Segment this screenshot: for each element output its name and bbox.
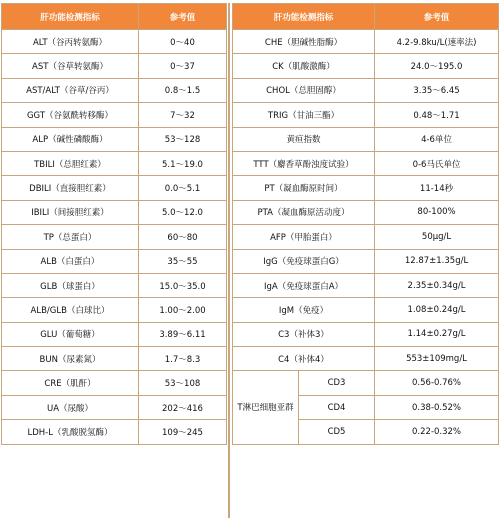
table-row xyxy=(233,273,499,297)
reference-value-cell: 3.89～6.11 xyxy=(139,322,227,346)
reference-value-cell: 5.0～12.0 xyxy=(139,200,227,224)
table-row xyxy=(2,200,227,224)
table-row xyxy=(233,298,499,322)
indicator-cell: TBILI（总胆红素） xyxy=(2,151,139,175)
subgroup-cell: CD5 xyxy=(299,420,375,444)
table-row xyxy=(233,30,499,54)
indicator-cell: IgM（免疫） xyxy=(233,298,375,322)
table-row xyxy=(233,225,499,249)
reference-value-cell: 50μg/L xyxy=(375,225,499,249)
indicator-cell: ALP（碱性磷酸酶） xyxy=(2,127,139,151)
table-row xyxy=(2,225,227,249)
table-row xyxy=(233,54,499,78)
table-row xyxy=(233,127,499,151)
indicator-cell: 黄疸指数 xyxy=(233,127,375,151)
indicator-cell: IgG（免疫球蛋白G） xyxy=(233,249,375,273)
indicator-cell: TP（总蛋白） xyxy=(2,225,139,249)
reference-value-cell: 3.35～6.45 xyxy=(375,78,499,102)
header-reference: 参考值 xyxy=(375,4,499,30)
table-row xyxy=(2,347,227,371)
table-row xyxy=(233,151,499,175)
subgroup-cell: CD4 xyxy=(299,395,375,419)
indicator-cell: AFP（甲胎蛋白） xyxy=(233,225,375,249)
indicator-cell: AST（谷草转氨酶） xyxy=(2,54,139,78)
reference-value-cell: 53～128 xyxy=(139,127,227,151)
table-row xyxy=(2,151,227,175)
indicator-cell: CK（肌酸激酶） xyxy=(233,54,375,78)
table-row xyxy=(2,273,227,297)
indicator-cell: IgA（免疫球蛋白A） xyxy=(233,273,375,297)
reference-value-cell: 7～32 xyxy=(139,103,227,127)
table-row xyxy=(2,249,227,273)
indicator-cell: ALB/GLB（白球比） xyxy=(2,298,139,322)
header-reference: 参考值 xyxy=(139,4,227,30)
indicator-cell: ALB（白蛋白） xyxy=(2,249,139,273)
table-row xyxy=(2,30,227,54)
reference-value-cell: 0-6马氏单位 xyxy=(375,151,499,175)
indicator-cell: BUN（尿素氮） xyxy=(2,347,139,371)
table-row xyxy=(2,395,227,419)
right-table-header xyxy=(233,4,499,30)
indicator-cell: C4（补体4） xyxy=(233,347,375,371)
reference-value-cell: 4-6单位 xyxy=(375,127,499,151)
indicator-cell: TTT（麝香草酚浊度试验） xyxy=(233,151,375,175)
reference-value-cell: 1.14±0.27g/L xyxy=(375,322,499,346)
reference-value-cell: 1.08±0.24g/L xyxy=(375,298,499,322)
reference-value-cell: 80-100% xyxy=(375,200,499,224)
reference-value-cell: 0.56-0.76% xyxy=(375,371,499,395)
table-row xyxy=(2,78,227,102)
indicator-cell: CRE（肌酐） xyxy=(2,371,139,395)
indicator-cell: GLU（葡萄糖） xyxy=(2,322,139,346)
table-row xyxy=(233,322,499,346)
table-row xyxy=(2,420,227,444)
table-row xyxy=(233,103,499,127)
indicator-cell: ALT（谷丙转氨酶） xyxy=(2,30,139,54)
indicator-cell: GLB（球蛋白） xyxy=(2,273,139,297)
indicator-cell: TRIG（甘油三酯） xyxy=(233,103,375,127)
table-row xyxy=(233,371,499,395)
table-row xyxy=(233,176,499,200)
right-reference-table xyxy=(232,3,499,445)
indicator-cell: DBILI（直接胆红素） xyxy=(2,176,139,200)
table-row xyxy=(233,78,499,102)
reference-value-cell: 0～40 xyxy=(139,30,227,54)
table-row xyxy=(2,371,227,395)
reference-value-cell: 0.22-0.32% xyxy=(375,420,499,444)
reference-value-cell: 0.8～1.5 xyxy=(139,78,227,102)
reference-value-cell: 5.1～19.0 xyxy=(139,151,227,175)
reference-value-cell: 24.0～195.0 xyxy=(375,54,499,78)
table-row xyxy=(233,347,499,371)
table-row xyxy=(233,200,499,224)
indicator-cell: UA（尿酸） xyxy=(2,395,139,419)
reference-value-cell: 2.35±0.34g/L xyxy=(375,273,499,297)
reference-value-cell: 35～55 xyxy=(139,249,227,273)
indicator-cell: PTA（凝血酶原活动度） xyxy=(233,200,375,224)
reference-value-cell: 202～416 xyxy=(139,395,227,419)
reference-value-cell: 12.87±1.35g/L xyxy=(375,249,499,273)
reference-value-cell: 53～108 xyxy=(139,371,227,395)
indicator-cell: CHE（胆碱性脂酶） xyxy=(233,30,375,54)
reference-value-cell: 0.48～1.71 xyxy=(375,103,499,127)
merged-indicator-cell: T淋巴细胞亚群 xyxy=(233,371,299,444)
reference-value-cell: 1.7～8.3 xyxy=(139,347,227,371)
left-table-header xyxy=(2,4,227,30)
indicator-cell: IBILI（间接胆红素） xyxy=(2,200,139,224)
table-row xyxy=(2,127,227,151)
header-indicator: 肝功能检测指标 xyxy=(2,4,139,30)
reference-value-cell: 0.38-0.52% xyxy=(375,395,499,419)
table-divider xyxy=(228,3,230,518)
reference-value-cell: 553±109mg/L xyxy=(375,347,499,371)
reference-value-cell: 109～245 xyxy=(139,420,227,444)
indicator-cell: LDH-L（乳酸脱氢酶） xyxy=(2,420,139,444)
reference-value-cell: 0.0～5.1 xyxy=(139,176,227,200)
table-row xyxy=(2,322,227,346)
reference-value-cell: 0～37 xyxy=(139,54,227,78)
table-row xyxy=(2,176,227,200)
reference-value-cell: 11-14秒 xyxy=(375,176,499,200)
indicator-cell: PT（凝血酶原时间） xyxy=(233,176,375,200)
table-row xyxy=(2,103,227,127)
indicator-cell: C3（补体3） xyxy=(233,322,375,346)
table-row xyxy=(2,54,227,78)
reference-value-cell: 60～80 xyxy=(139,225,227,249)
table-row xyxy=(2,298,227,322)
reference-value-cell: 15.0～35.0 xyxy=(139,273,227,297)
table-row xyxy=(233,249,499,273)
indicator-cell: CHOL（总胆固醇） xyxy=(233,78,375,102)
left-reference-table xyxy=(1,3,227,445)
indicator-cell: GGT（谷氨酰转移酶） xyxy=(2,103,139,127)
reference-value-cell: 1.00～2.00 xyxy=(139,298,227,322)
indicator-cell: AST/ALT（谷草/谷丙） xyxy=(2,78,139,102)
subgroup-cell: CD3 xyxy=(299,371,375,395)
header-indicator: 肝功能检测指标 xyxy=(233,4,375,30)
reference-value-cell: 4.2-9.8ku/L(速率法) xyxy=(375,30,499,54)
